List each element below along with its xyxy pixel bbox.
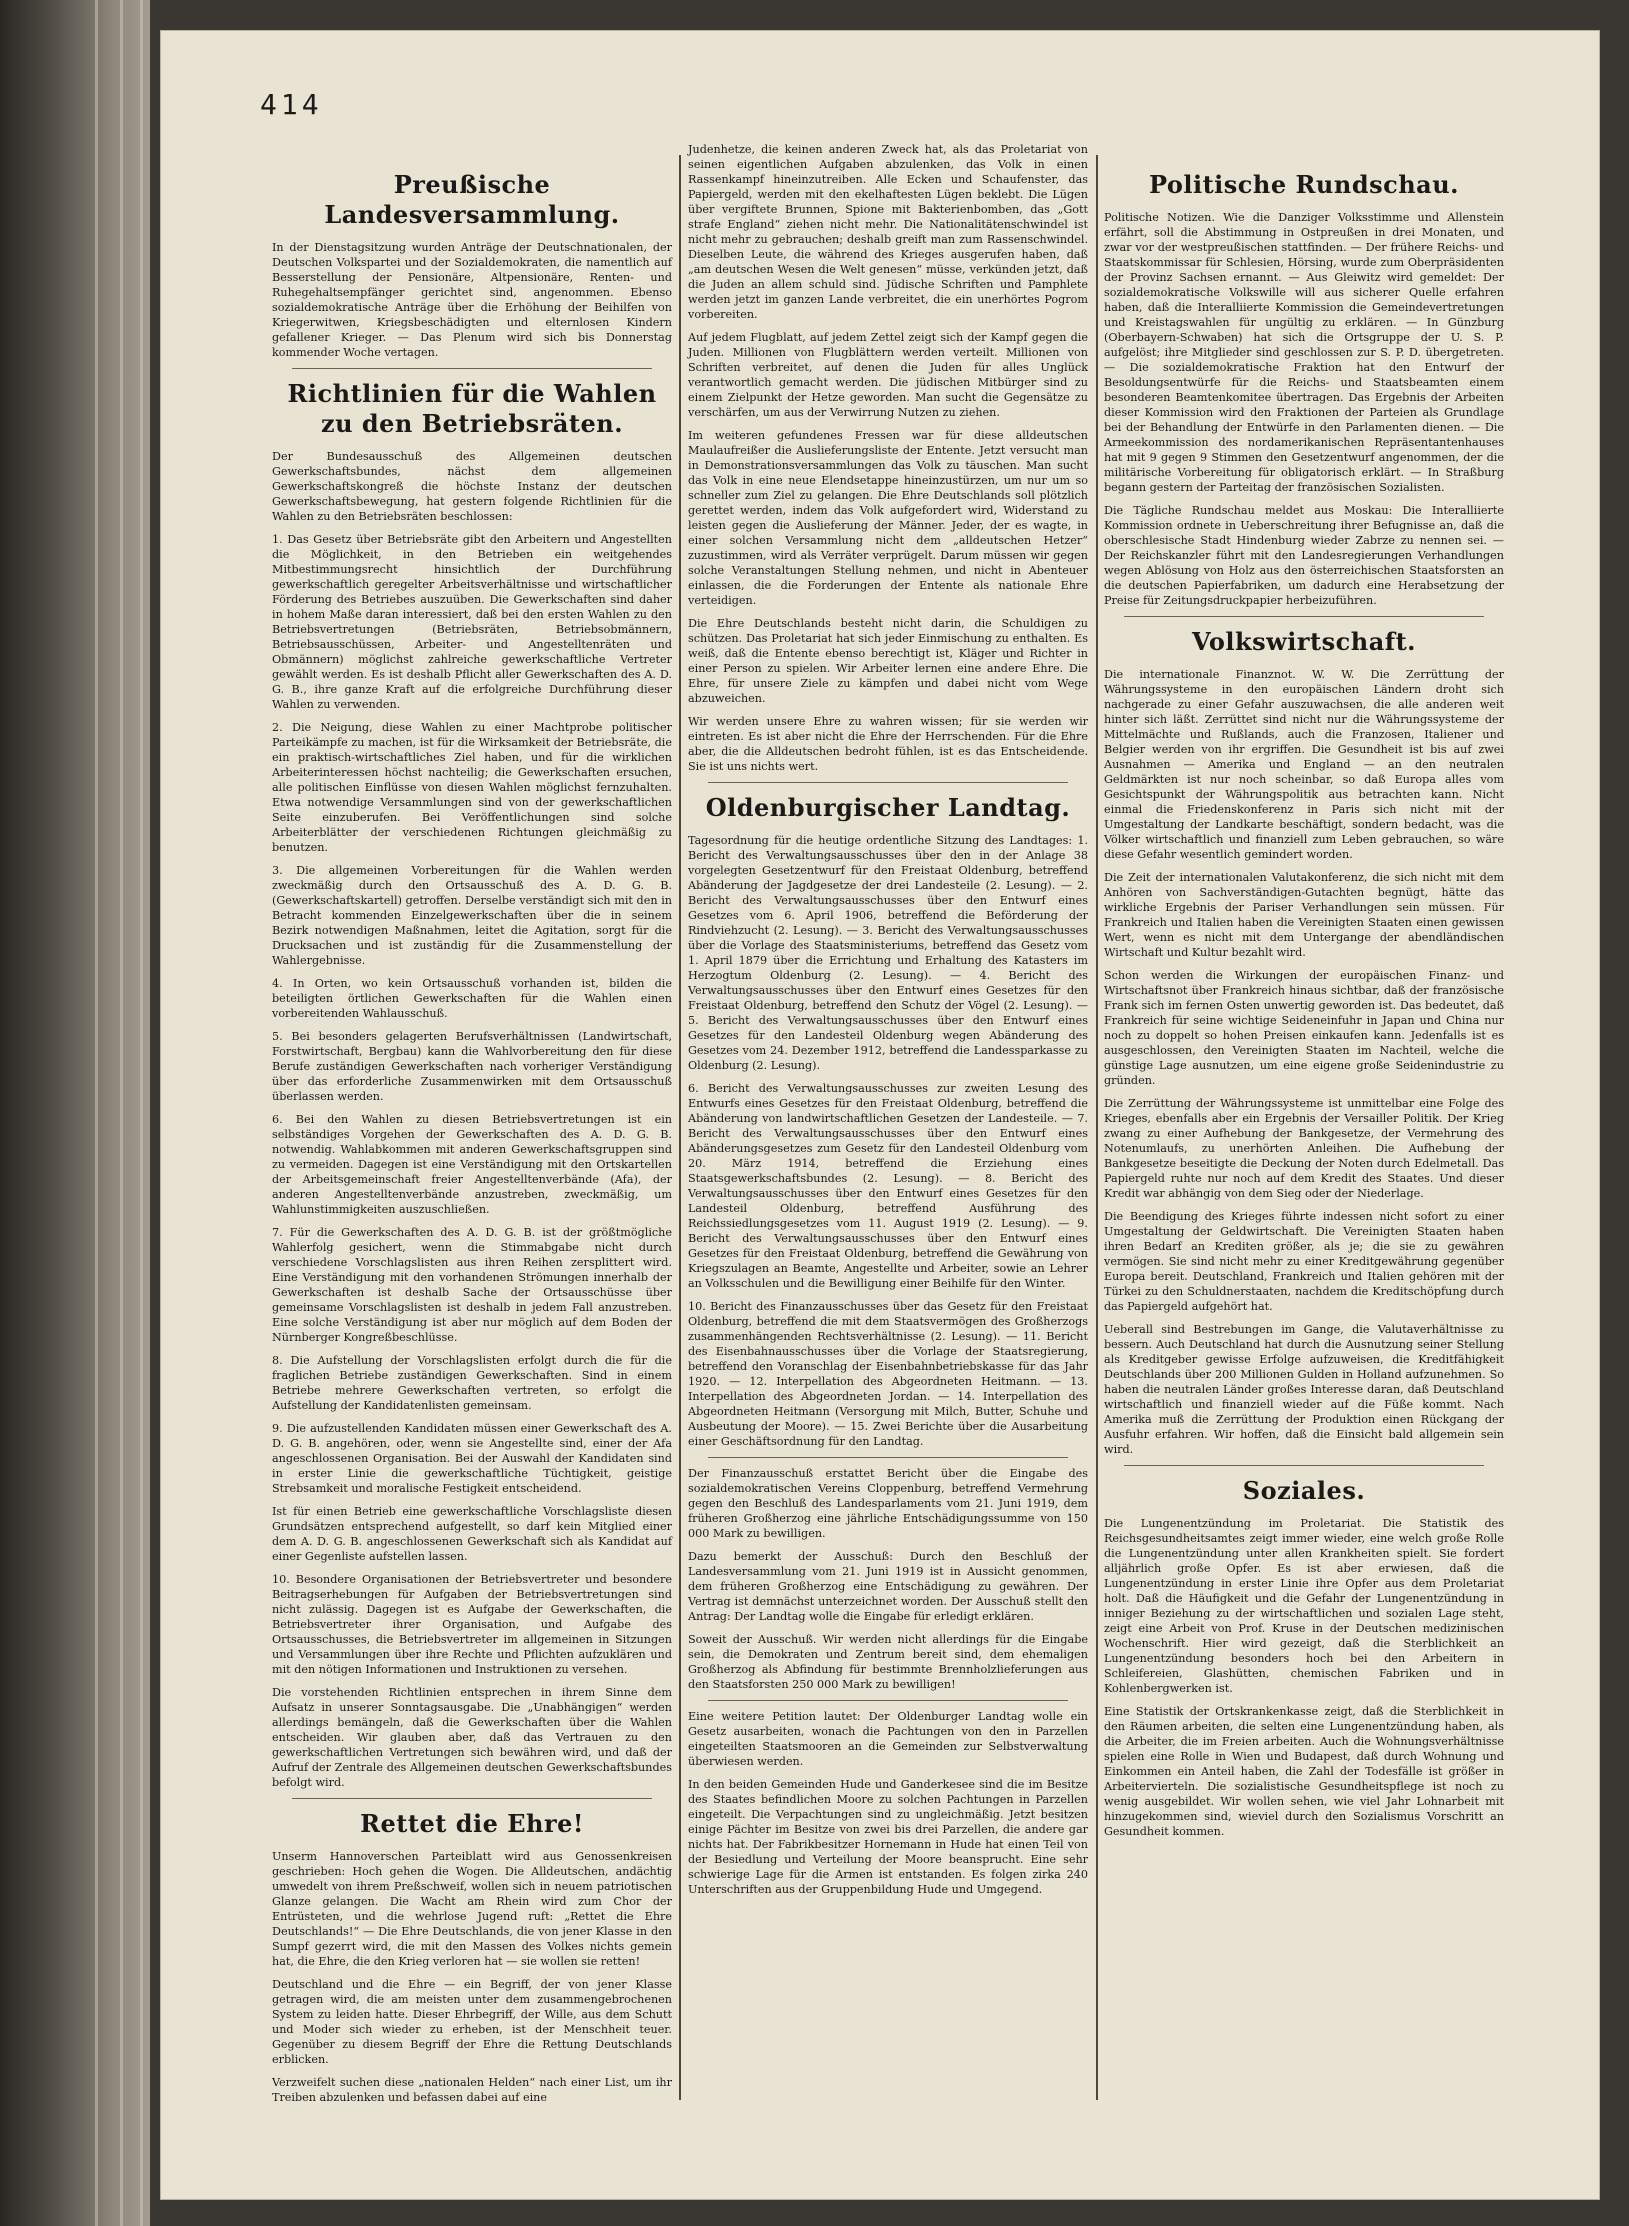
paragraph: Deutschland und die Ehre — ein Begriff, der von jener Klasse getragen wird, die am meisten unter dem zusammengebrochenen System zu leiden hatte. Dieser Ehrbegriff, der Wille, aus dem Schutt und Moder sich wieder zu erheben, ist der Menschheit teuer. Gegenüber zu diesem Begriff der Ehre die Rettung Deutschlands erblicken. xyxy=(272,1978,672,2066)
paragraph: 4. In Orten, wo kein Ortsausschuß vorhanden ist, bilden die beteiligten örtlichen Gewerkschaften für die Wahlen einen vorbereitenden Wahlausschuß. xyxy=(272,977,672,1020)
paragraph: Wir werden unsere Ehre zu wahren wissen; für sie werden wir eintreten. Es ist aber nicht die Ehre der Herrschenden. Für die Ehre aber, die die Alldeutschen bedroht fühlen, ist es das Entscheidende. Sie ist uns nichts wert. xyxy=(688,715,1088,773)
paragraph: Die Tägliche Rundschau meldet aus Moskau: Die Interalliierte Kommission ordnete in Ueberschreitung ihrer Befugnisse an, daß die oberschlesische Stadt Hindenburg wieder Zabrze zu nennen sei. — Der Reichskanzler führt mit den Landesregierungen Verhandlungen wegen Ablösung von Holz aus den österreichischen Staatsforsten an die deutschen Papierfabriken, um dadurch eine Herabsetzung der Preise für Zeitungsdruckpapier herbeizuführen. xyxy=(1104,504,1504,607)
paragraph: Die vorstehenden Richtlinien entsprechen in ihrem Sinne dem Aufsatz in unserer Sonntagsausgabe. Die „Unabhängigen“ werden allerdings bemängeln, daß die Gewerkschaften über die Wahlen entscheiden. Wir glauben aber, daß das Vertrauen zu den gewerkschaftlichen Vertretungen sich bewähren wird, und daß der Aufruf der Zentrale des Allgemeinen deutschen Gewerkschaftsbundes befolgt wird. xyxy=(272,1686,672,1789)
paragraph: Die Lungenentzündung im Proletariat. Die Statistik des Reichsgesundheitsamtes zeigt immer wieder, eine welch große Rolle die Lungenentzündung unter allen Krankheiten spielt. Sie fordert alljährlich große Opfer. Es ist aber erwiesen, daß die Lungenentzündung in erster Linie ihre Opfer aus dem Proletariat holt. Daß die Häufigkeit und die Gefahr der Lungenentzündung in inniger Beziehung zu der wirtschaftlichen und sozialen Lage steht, zeigt eine Arbeit von Prof. Kruse in der Deutschen medizinischen Wochenschrift. Hier wird gezeigt, daß die Sterblichkeit an Lungenentzündung besonders hoch bei den Arbeitern in Schleifereien, Glashütten, chemischen Fabriken und in Kohlenbergwerken ist. xyxy=(1104,1517,1504,1695)
column-left xyxy=(272,160,672,2104)
book-binding xyxy=(0,0,150,2226)
paragraph: Judenhetze, die keinen anderen Zweck hat, als das Proletariat von seinen eigentlichen Aufgaben abzulenken, das Volk in einen Rassenkampf hineinzutreiben. Alle Ecken und Schaufenster, das Papiergeld, werden mit den ekelhaftesten Lügen beklebt. Die Lügen über vergiftete Brunnen, Spione mit Bakterienbomben, das „Gott strafe England“ ziehen nicht mehr. Die Nationalitätenschwindel ist nicht mehr zu gebrauchen; deshalb greift man zum Rassenschwindel. Dieselben Leute, die während des Krieges ausgerufen haben, daß „am deutschen Wesen die Welt genesen“ müsse, verkünden jetzt, daß die Juden an allem schuld sind. Jüdische Schriften und Pamphlete werden jetzt im ganzen Lande verbreitet, die ein unerhörtes Pogrom vorbereiten. xyxy=(688,143,1088,321)
page-number: 414 xyxy=(260,88,323,121)
paragraph: 8. Die Aufstellung der Vorschlagslisten erfolgt durch die für die fraglichen Betriebe zuständigen Gewerkschaften. Sind in einem Betriebe mehrere Gewerkschaften vertreten, so erfolgt die Aufstellung der Kandidatenlisten gemeinsam. xyxy=(272,1354,672,1412)
section-divider xyxy=(1124,616,1484,617)
section-divider xyxy=(708,1700,1068,1701)
paragraph: Die Zeit der internationalen Valutakonferenz, die sich nicht mit dem Anhören von Sachverständigen-Gutachten begnügt, hätte das wirkliche Ergebnis der Pariser Verhandlungen sein müssen. Für Frankreich und Italien haben die Vereinigten Staaten einen gewissen Wert, wenn es nicht mit dem Untergange der abendländischen Wirtschaft und Kultur bezahlt wird. xyxy=(1104,871,1504,959)
column-rule xyxy=(1096,155,1098,2100)
paragraph: Die Zerrüttung der Währungssysteme ist unmittelbar eine Folge des Krieges, ebenfalls aber ein Ergebnis der Versailler Politik. Der Krieg zwang zu einer Aufhebung der Bankgesetze, der Vermehrung des Notenumlaufs, zu unerhörten Anleihen. Die Aufhebung der Bankgesetze beseitigte die Deckung der Noten durch Edelmetall. Das Papiergeld ruhte nur noch auf dem Kredit des Staates. Und dieser Kredit war abhängig von dem Sieg oder der Niederlage. xyxy=(1104,1097,1504,1200)
headline-volkswirtschaft: Volkswirtschaft. xyxy=(1191,627,1417,656)
paragraph: Der Finanzausschuß erstattet Bericht über die Eingabe des sozialdemokratischen Vereins Cloppenburg, betreffend Vermehrung gegen den Beschluß des Landesparlaments vom 21. Juni 1919, dem früheren Großherzog eine jährliche Entschädigungssumme von 150 000 Mark zu bewilligen. xyxy=(688,1467,1088,1540)
column-middle xyxy=(688,142,1088,2080)
column-right xyxy=(1104,160,1504,2080)
section-divider xyxy=(1124,1465,1484,1466)
paragraph: Ist für einen Betrieb eine gewerkschaftliche Vorschlagsliste diesen Grundsätzen entsprechend aufgestellt, so darf kein Mitglied einer dem A. D. G. B. angeschlossenen Gewerkschaft sich als Kandidat auf einer Gegenliste aufstellen lassen. xyxy=(272,1505,672,1563)
section-divider xyxy=(292,1798,652,1799)
paragraph: Die Ehre Deutschlands besteht nicht darin, die Schuldigen zu schützen. Das Proletariat hat sich jeder Einmischung zu enthalten. Es weiß, daß die Entente ebenso berechtigt ist, Kläger und Richter in einer Person zu spielen. Wir Arbeiter lernen eine andere Ehre. Die Ehre, für unsere Ziele zu kämpfen und dabei nicht vom Wege abzuweichen. xyxy=(688,617,1088,705)
paragraph: 9. Die aufzustellenden Kandidaten müssen einer Gewerkschaft des A. D. G. B. angehören, oder, wenn sie Angestellte sind, einer der Afa angeschlossenen Organisation. Bei der Auswahl der Kandidaten sind in erster Linie die gewerkschaftliche Tüchtigkeit, geistige Strebsamkeit und moralische Festigkeit entscheidend. xyxy=(272,1422,672,1495)
paragraph: 7. Für die Gewerkschaften des A. D. G. B. ist der größtmögliche Wahlerfolg gesichert, wenn die Stimmabgabe nicht durch verschiedene Vorschlagslisten aus ihren Reihen zersplittert wird. Eine Verständigung mit den vorhandenen Strömungen innerhalb der Gewerkschaften ist deshalb Sache der Ortsausschüsse über gemeinsame Vorschlagslisten ist deshalb in jedem Fall anzustreben. Eine solche Verständigung ist aber nur möglich auf dem Boden der Nürnberger Kongreßbeschlüsse. xyxy=(272,1226,672,1344)
paragraph: Politische Notizen. Wie die Danziger Volksstimme und Allenstein erfährt, soll die Abstimmung in Ostpreußen in drei Monaten, und zwar vor der westpreußischen stattfinden. — Der frühere Reichs- und Staatskommissar für Schlesien, Hörsing, wurde zum Oberpräsidenten der Provinz Sachsen ernannt. — Aus Gleiwitz wird gemeldet: Der sozialdemokratische Volkswille will aus sicherer Quelle erfahren haben, daß die Interalliierte Kommission die Gemeindevertretungen und Kreistagswahlen für ungültig zu erklären. — In Günzburg (Oberbayern-Schwaben) hat sich die Ortsgruppe der U. S. P. aufgelöst; ihre Mitglieder sind geschlossen zur S. P. D. übergetreten. — Die sozialdemokratische Fraktion hat den Entwurf der Besoldungsentwürfe für die Reichs- und Staatsbeamten einem besonderen Beamtenkomitee übertragen. Das Ergebnis der Arbeiten dieser Kommission wird den Fraktionen der Parteien als Grundlage bei der Behandlung der Entwürfe in den Parlamenten dienen. — Die Armeekommission des nordamerikanischen Repräsentantenhauses hat mit 9 gegen 9 Stimmen den Gesetzentwurf angenommen, der die militärische Vorbereitung für obligatorisch erklärt. — In Straßburg begann gestern der Parteitag der französischen Sozialisten. xyxy=(1104,211,1504,494)
paragraph: 2. Die Neigung, diese Wahlen zu einer Machtprobe politischer Parteikämpfe zu machen, ist für die Wirksamkeit der Betriebsräte, die ein praktisch-wirtschaftliches Ziel haben, und für die wirklichen Arbeiterinteressen höchst nachteilig; die Gewerkschaften ersuchen, alle politischen Einflüsse von diesen Wahlen möglichst fernzuhalten. Etwa notwendige Versammlungen sind von der gewerkschaftlichen Seite einzuberufen. Bei Veröffentlichungen sind solche Arbeiterblätter der verschiedenen Richtungen gleichmäßig zu benutzen. xyxy=(272,721,672,854)
paragraph: Auf jedem Flugblatt, auf jedem Zettel zeigt sich der Kampf gegen die Juden. Millionen von Flugblättern werden verteilt. Millionen von Schriften verbreitet, auf denen die Juden für alles Unglück verantwortlich gemacht werden. Die jüdischen Mitbürger sind zu einem Zielpunkt der Hetze geworden. Man sucht die Gegensätze zu verschärfen, um aus der Verwirrung Nutzen zu ziehen. xyxy=(688,331,1088,419)
paragraph: Unserm Hannoverschen Parteiblatt wird aus Genossenkreisen geschrieben: Hoch gehen die Wogen. Die Alldeutschen, andächtig umwedelt von ihrem Preßschweif, wollen sich in neuem patriotischen Glanze gelangen. Die Wacht am Rhein wird zum Chor der Entrüsteten, und die wehrlose Jugend ruft: „Rettet die Ehre Deutschlands!“ — Die Ehre Deutschlands, die von jener Klasse in den Sumpf gezerrt wird, die mit den Massen des Volkes nichts gemein hat, die Ehre, die den Krieg verloren hat — sie wollen sie retten! xyxy=(272,1850,672,1968)
paragraph: Eine weitere Petition lautet: Der Oldenburger Landtag wolle ein Gesetz ausarbeiten, wonach die Pachtungen von den in Parzellen eingeteilten Staatsmooren an die Gemeinden zur Selbstverwaltung überwiesen werden. xyxy=(688,1710,1088,1768)
column-rule xyxy=(679,155,681,2100)
headline-oldenburgischer-landtag: Oldenburgischer Landtag. xyxy=(705,793,1071,822)
page-edge xyxy=(120,0,123,2226)
section-divider xyxy=(708,782,1068,783)
headline-soziales: Soziales. xyxy=(1242,1476,1366,1505)
headline-landesversammlung: Preußische Landesversammlung. xyxy=(324,170,620,229)
paragraph: Die Beendigung des Krieges führte indessen nicht sofort zu einer Umgestaltung der Geldwirtschaft. Die Vereinigten Staaten haben ihren Bedarf an Krediten größer, als je; die sie zu gewähren vermögen. Sie sind nicht mehr zu einer Kreditgewährung gegenüber Europa bereit. Deutschland, Frankreich und Italien gehören mit der Türkei zu den Schuldnerstaaten, nachdem die Kreditschöpfung durch das Papiergeld aufgehört hat. xyxy=(1104,1210,1504,1313)
paragraph: Eine Statistik der Ortskrankenkasse zeigt, daß die Sterblichkeit in den Räumen arbeiten, die selten eine Lungenentzündung haben, als die Arbeiter, die im Freien arbeiten. Auch die Wohnungsverhältnisse spielen eine Rolle in Wien und Budapest, daß durch Wohnung und Einkommen ein Anteil haben, die Zahl der Todesfälle ist größer in Arbeitervierteln. Die sozialistische Gesundheitspflege ist noch zu wenig ausgebildet. Wir wollen sehen, wie viel Jahr Lohnarbeit mit hinzugekommen sind, wieviel durch den Sozialismus Vorschritt an Gesundheit kommen. xyxy=(1104,1705,1504,1838)
newspaper-page xyxy=(160,30,1600,2200)
paragraph: 10. Besondere Organisationen der Betriebsvertreter und besondere Beitragserhebungen für Aufgaben der Betriebsvertretungen sind nicht zulässig. Dagegen ist es Aufgabe der Gewerkschaften, die Betriebsvertreter ihrer Organisation, und Aufgabe des Ortsausschusses, die Betriebsvertreter im allgemeinen in Sitzungen und Versammlungen über ihre Rechte und Pflichten aufzuklären und mit den nötigen Informationen und Instruktionen zu versehen. xyxy=(272,1573,672,1676)
section-divider xyxy=(292,368,652,369)
paragraph: 1. Das Gesetz über Betriebsräte gibt den Arbeitern und Angestellten die Möglichkeit, in den Betrieben ein weitgehendes Mitbestimmungsrecht hinsichtlich der Durchführung gewerkschaftlich geregelter Arbeitsverhältnisse und wirtschaftlicher Förderung des Betriebes auszuüben. Die Gewerkschaften sind daher in hohem Maße daran interessiert, daß bei den ersten Wahlen zu den Betriebsvertretungen (Betriebsräten, Betriebsobmännern, Betriebsausschüssen, Arbeiter- und Angestelltenräten und Obmännern) möglichst zahlreiche gewerkschaftliche Vertreter gewählt werden. Es ist deshalb Pflicht aller Gewerkschaften des A. D. G. B., ihre ganze Kraft auf die erfolgreiche Durchführung dieser Wahlen zu verwenden. xyxy=(272,533,672,711)
headline-politische-rundschau: Politische Rundschau. xyxy=(1148,170,1460,199)
paragraph: In der Dienstagsitzung wurden Anträge der Deutschnationalen, der Deutschen Volkspartei und der Sozialdemokraten, die namentlich auf Besserstellung der Pensionäre, Altpensionäre, Renten- und Ruhegehaltsempfänger gerichtet sind, angenommen. Ebenso sozialdemokratische Anträge über die Erhöhung der Beihilfen von Kriegerwitwen, Kriegsbeschädigten und elternlosen Kindern gefallener Krieger. — Das Plenum wird sich bis Donnerstag kommender Woche vertagen. xyxy=(272,241,672,359)
page-edge xyxy=(95,0,98,2226)
paragraph: 6. Bei den Wahlen zu diesen Betriebsvertretungen ist ein selbständiges Vorgehen der Gewerkschaften des A. D. G. B. notwendig. Wahlabkommen mit anderen Gewerkschaftsgruppen sind zu vermeiden. Dagegen ist eine Verständigung mit den Ortskartellen der Arbeitsgemeinschaft freier Angestelltenverbände (Afa), der anderen Angestelltenverbände anzustreben, zweckmäßig, um Wahlunstimmigkeiten auszuschließen. xyxy=(272,1113,672,1216)
headline-rettet-die-ehre: Rettet die Ehre! xyxy=(360,1809,584,1838)
paragraph: Ueberall sind Bestrebungen im Gange, die Valutaverhältnisse zu bessern. Auch Deutschland hat durch die Ausnutzung seiner Stellung als Kreditgeber gewisse Erfolge aufzuweisen, die Kreditfähigkeit Deutschlands über 200 Millionen Gulden in Holland aufzunehmen. So haben die neutralen Länder großes Interesse daran, daß Deutschland wirtschaftlich und finanziell wieder auf die Füße kommt. Nach Amerika muß die Zerrüttung der Produktion einen Rückgang der Ausfuhr erfahren. Wir hoffen, daß die Einsicht bald allgemein sein wird. xyxy=(1104,1323,1504,1456)
paragraph: Soweit der Ausschuß. Wir werden nicht allerdings für die Eingabe sein, die Demokraten und Zentrum bereit sind, dem ehemaligen Großherzog als Abfindung für bestimmte Brennholzlieferungen aus den Staatsforsten 250 000 Mark zu bewilligen! xyxy=(688,1633,1088,1691)
paragraph: Tagesordnung für die heutige ordentliche Sitzung des Landtages: 1. Bericht des Verwaltungsausschusses über den in der Anlage 38 vorgelegten Gesetzentwurf für den Freistaat Oldenburg, betreffend Abänderung der Jagdgesetze der drei Landesteile (2. Lesung). — 2. Bericht des Verwaltungsausschusses über den Entwurf eines Gesetzes vom 6. April 1906, betreffend die Beförderung der Rindviehzucht (2. Lesung). — 3. Bericht des Verwaltungsausschusses über die Vorlage des Staatsministeriums, betreffend das Gesetz vom 1. April 1879 über die Errichtung und Erhaltung des Katasters im Herzogtum Oldenburg (2. Lesung). — 4. Bericht des Verwaltungsausschusses über den Entwurf eines Gesetzes für den Freistaat Oldenburg, betreffend den Schutz der Vögel (2. Lesung). — 5. Bericht des Verwaltungsausschusses über den Entwurf eines Gesetzes für den Landesteil Oldenburg wegen Abänderung des Gesetzes vom 24. Dezember 1912, betreffend die Landessparkasse zu Oldenburg (2. Lesung). xyxy=(688,834,1088,1072)
headline-betriebsraete: Richtlinien für die Wahlen zu den Betriebsräten. xyxy=(287,379,657,438)
page-edge xyxy=(140,0,143,2226)
paragraph: 5. Bei besonders gelagerten Berufsverhältnissen (Landwirtschaft, Forstwirtschaft, Bergbau) kann die Wahlvorbereitung den für diese Berufe zuständigen Gewerkschaften nach vorheriger Verständigung über das erforderliche Zusammenwirken mit dem Ortsausschuß überlassen werden. xyxy=(272,1030,672,1103)
paragraph: Der Bundesausschuß des Allgemeinen deutschen Gewerkschaftsbundes, nächst dem allgemeinen Gewerkschaftskongreß die höchste Instanz der deutschen Gewerkschaftsbewegung, hat gestern folgende Richtlinien für die Wahlen zu den Betriebsräten beschlossen: xyxy=(272,450,672,523)
paragraph: In den beiden Gemeinden Hude und Ganderkesee sind die im Besitze des Staates befindlichen Moore zu solchen Pachtungen in Parzellen eingeteilt. Die Verpachtungen sind zu ungleichmäßig. Jetzt besitzen einige Pächter im Besitze von zwei bis drei Parzellen, die andere gar nichts hat. Der Fabrikbesitzer Hornemann in Hude hat einen Teil von der Besiedlung und Verteilung der Moore beansprucht. Eine sehr schwierige Lage für die Armen ist entstanden. Es folgen zirka 240 Unterschriften aus der Gruppenbildung Hude und Umgegend. xyxy=(688,1778,1088,1896)
paragraph: Die internationale Finanznot. W. W. Die Zerrüttung der Währungssysteme in den europäischen Ländern droht sich nachgerade zu einer Gefahr auszuwachsen, die alle anderen weit hinter sich läßt. Zerrüttet sind nicht nur die Währungssysteme der Mittelmächte und Rußlands, auch die Franzosen, Italiener und Belgier werden von ihr ergriffen. Die Gesundheit ist bis auf zwei Ausnahmen — Amerika und England — an den neutralen Geldmärkten ist nur noch scheinbar, so daß Europa alles vom Gesichtspunkt der Währungspolitik aus betrachten kann. Nicht einmal die Friedenskonferenz in Paris sich nicht mit der Umgestaltung der Landkarte beschäftigt, sondern bedacht, was die Völker wirtschaftlich und finanziell zum Leben gebrauchen, so wäre diese Gefahr wesentlich gemindert worden. xyxy=(1104,668,1504,861)
paragraph: 6. Bericht des Verwaltungsausschusses zur zweiten Lesung des Entwurfs eines Gesetzes für den Freistaat Oldenburg, betreffend die Abänderung von landwirtschaftlichen Gesetzen der Landesteile. — 7. Bericht des Verwaltungsausschusses über den Entwurf eines Abänderungsgesetzes zum Gesetz für den Landesteil Oldenburg vom 20. März 1914, betreffend die Erziehung eines Staatsgewerkschaftsbundes (2. Lesung). — 8. Bericht des Verwaltungsausschusses über den Entwurf eines Gesetzes für den Landesteil Oldenburg, betreffend Ausführung des Reichssiedlungsgesetzes vom 11. August 1919 (2. Lesung). — 9. Bericht des Verwaltungsausschusses über den Entwurf eines Gesetzes für den Freistaat Oldenburg, betreffend die Gewährung von Kriegszulagen an Beamte, Angestellte und Arbeiter, sowie an Lehrer an Volksschulen und die Bewilligung einer Beihilfe für den Winter. xyxy=(688,1082,1088,1290)
paragraph: 3. Die allgemeinen Vorbereitungen für die Wahlen werden zweckmäßig durch den Ortsausschuß des A. D. G. B. (Gewerkschaftskartell) getroffen. Derselbe verständigt sich mit den in Betracht kommenden Einzelgewerkschaften über die in seinem Bezirk notwendigen Maßnahmen, leitet die Agitation, sorgt für die Drucksachen und ist zuständig für die Zusammenstellung der Wahlergebnisse. xyxy=(272,864,672,967)
paragraph: Schon werden die Wirkungen der europäischen Finanz- und Wirtschaftsnot über Frankreich hinaus sichtbar, daß der französische Frank sich im fernen Osten unwertig geworden ist. Das bedeutet, daß Frankreich für seine wichtige Seideneinfuhr in Japan und China nur noch zu doppelt so hohen Preisen einkaufen kann. Jedenfalls ist es ausgeschlossen, den Vereinigten Staaten im Nachteil, welche die günstige Lage ausnutzen, um eine eigene große Seidenindustrie zu gründen. xyxy=(1104,969,1504,1087)
paragraph: Im weiteren gefundenes Fressen war für diese alldeutschen Maulaufreißer die Auslieferungsliste der Entente. Jetzt versucht man in Demonstrationsversammlungen das Volk zu täuschen. Man sucht das Volk in eine neue Elendsetappe hineinzustürzen, um nur um so schneller zum Ziel zu gelangen. Die Ehre Deutschlands soll plötzlich gerettet werden, indem das Volk aufgefordert wird, Widerstand zu leisten gegen die Auslieferung der Männer. Jeder, der es wagte, in einer solchen Versammlung nicht dem „alldeutschen Hetzer“ zuzustimmen, wird als Verräter verprügelt. Darum müssen wir gegen solche Veranstaltungen Stellung nehmen, und nicht in Abenteuer einlassen, die die Forderungen der Entente als nationale Ehre verteidigen. xyxy=(688,429,1088,607)
paragraph: 10. Bericht des Finanzausschusses über das Gesetz für den Freistaat Oldenburg, betreffend die mit dem Staatsvermögen des Großherzogs zusammenhängenden Rechtsverhältnisse (2. Lesung). — 11. Bericht des Eisenbahnausschusses über die Vorlage der Staatsregierung, betreffend den Voranschlag der Eisenbahnbetriebskasse für das Jahr 1920. — 12. Interpellation des Abgeordneten Heitmann. — 13. Interpellation des Abgeordneten Jordan. — 14. Interpellation des Abgeordneten Heitmann (Versorgung mit Milch, Butter, Schuhe und Ausbeutung der Moore). — 15. Zwei Berichte über die Ausarbeitung einer Geschäftsordnung für den Landtag. xyxy=(688,1300,1088,1448)
section-divider xyxy=(708,1457,1068,1458)
paragraph: Dazu bemerkt der Ausschuß: Durch den Beschluß der Landesversammlung vom 21. Juni 1919 ist in Aussicht genommen, dem früheren Großherzog eine Entschädigung zu gewähren. Der Vertrag ist demnächst unterzeichnet worden. Der Ausschuß stellt den Antrag: Der Landtag wolle die Eingabe für erledigt erklären. xyxy=(688,1550,1088,1623)
paragraph: Verzweifelt suchen diese „nationalen Helden“ nach einer List, um ihr Treiben abzulenken und befassen dabei auf eine xyxy=(272,2076,672,2104)
